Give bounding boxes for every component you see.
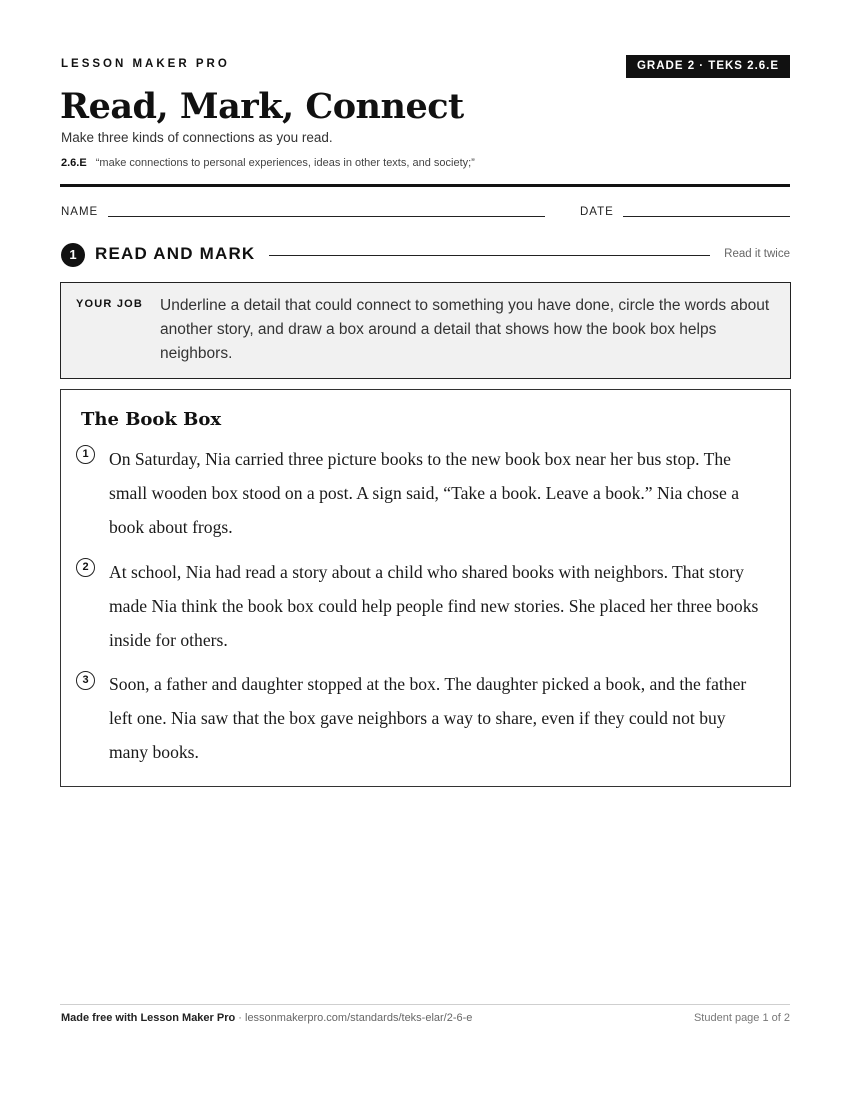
- instructions-box: [60, 282, 791, 379]
- paragraph-3: Soon, a father and daughter stopped at the box. The daughter picked a book, and the father left one. Nia saw that the box gave neighbors a way to share, even if they could not buy many books.: [109, 674, 747, 762]
- grade-badge: GRADE 2 · TEKS 2.6.E: [626, 55, 790, 78]
- paragraph-number-3: 3: [76, 671, 95, 690]
- standard-code: 2.6.E: [61, 157, 87, 169]
- passage-title: The Book Box: [81, 409, 222, 430]
- standard-line: [61, 157, 475, 169]
- standard-text: “make connections to personal experiences, ideas in other texts, and society;”: [95, 157, 475, 169]
- footer-url: · lessonmakerpro.com/standards/teks-elar/2-6-e: [235, 1012, 473, 1024]
- footer-page-number: Student page 1 of 2: [693, 1012, 790, 1024]
- brand-name: LESSON MAKER PRO: [61, 58, 230, 70]
- header-divider: [60, 184, 790, 187]
- footer-brand: Made free with Lesson Maker Pro: [61, 1012, 236, 1024]
- paragraph-number-2: 2: [76, 558, 95, 577]
- paragraph-2: At school, Nia had read a story about a child who shared books with neighbors. That story made Nia think the book box could help people find new stories. She placed her three books inside for others.: [109, 562, 759, 650]
- name-field[interactable]: [108, 216, 545, 217]
- section-number-badge: 1: [61, 243, 85, 267]
- passage-box: [60, 389, 791, 787]
- footer-divider: [60, 1004, 790, 1005]
- date-label: DATE: [580, 206, 614, 218]
- paragraph-number-1: 1: [76, 445, 95, 464]
- instructions-label: YOUR JOB: [76, 298, 144, 310]
- name-label: NAME: [61, 206, 99, 218]
- section-title: READ AND MARK: [95, 244, 256, 263]
- section-note: Read it twice: [724, 248, 790, 260]
- page-subtitle: Make three kinds of connections as you read.: [61, 130, 333, 145]
- instructions-text: Underline a detail that could connect to something you have done, circle the words about another story, and draw a box around a detail that shows how the book box helps neighbors.: [160, 297, 770, 362]
- date-field[interactable]: [623, 216, 790, 217]
- footer-credit: [61, 1012, 472, 1024]
- section-divider: [269, 255, 710, 256]
- paragraph-1: On Saturday, Nia carried three picture books to the new book box near her bus stop. The small wooden box stood on a post. A sign said, “Take a book. Leave a book.” Nia chose a book about frogs.: [109, 449, 740, 537]
- page-title: Read, Mark, Connect: [60, 86, 464, 127]
